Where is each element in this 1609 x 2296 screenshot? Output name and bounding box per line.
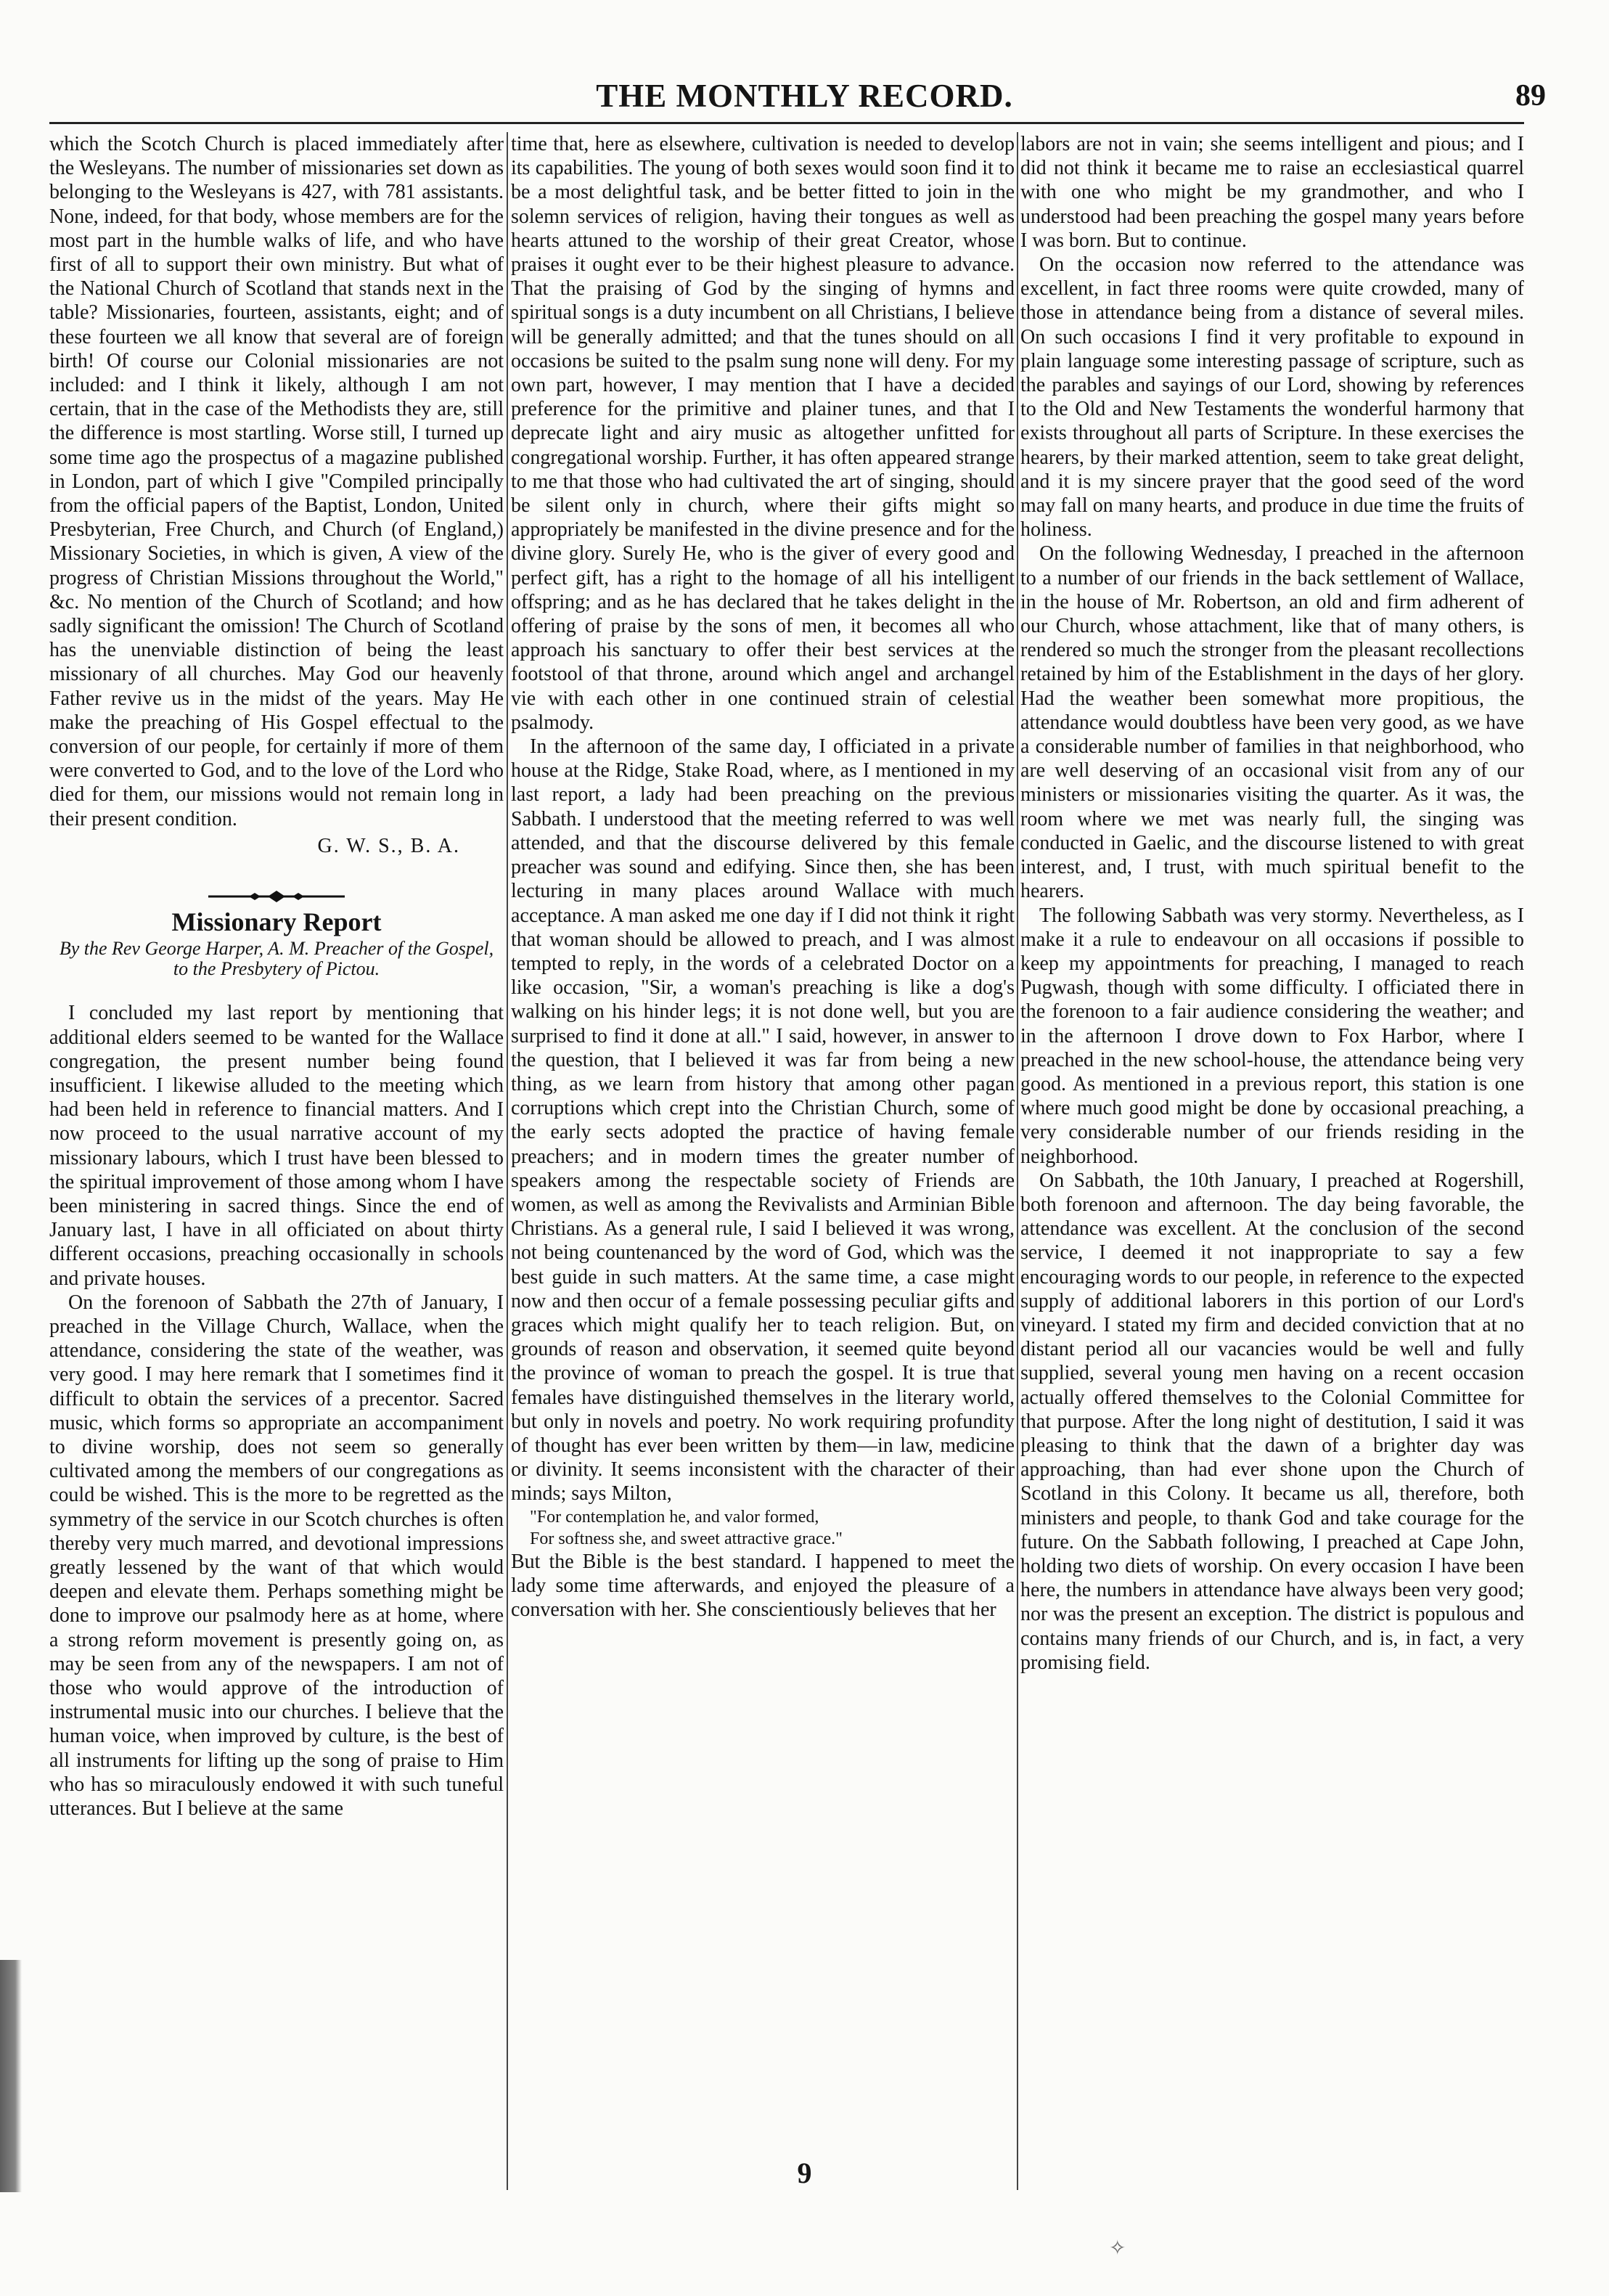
report-paragraph: On Sabbath, the 10th January, I preached at Rogershill, both forenoon and afternoon. The day being favorable, the attendance was excellent. At the conclusion of the second service, I deemed it not inappropriate to say a few encouraging words to our people, in reference to the expected supply of additional laborers in this portion of our Lord's vineyard. I stated my firm and decided conviction that at no distant period all our vacancies would be well and fully supplied, several young men having on a recent occasion actually offered themselves to the Colonial Committee for that purpose. After the long night of destitution, I said it was pleasing to think that the dawn of a brighter day was approaching, than had ever shone upon the Church of Scotland in this Colony. It became us all, therefore, both ministers and people, to thank God and take courage for the future. On the Sabbath following, I preached at Cape John, holding two diets of worship. On every occasion I have been here, the numbers in attendance have always been very good; nor was the present an exception. The district is populous and contains many friends of our Church, and is, in fact, a very promising field. xyxy=(1020,1169,1524,1674)
column-divider-left xyxy=(507,132,508,2190)
report-paragraph: But the Bible is the best standard. I happened to meet the lady some time afterwards, and enjoyed the pleasure of a conversation with her. She conscientiously believes that her xyxy=(511,1550,1015,1621)
report-paragraph: I concluded my last report by mentioning that additional elders seemed to be wanted for the Wallace congregation, the present number being found insufficient. I likewise alluded to the meeting which had been held in reference to financial matters. And I now proceed to the usual narrative account of my missionary labours, which I trust have been blessed to the spiritual improvement of those among whom I have been ministering in sacred things. Since the end of January last, I have in all officiated on about thirty different occasions, preaching occasionally in schools and private houses. xyxy=(49,1002,504,1290)
ornament-divider xyxy=(204,890,349,903)
column-divider-right xyxy=(1017,132,1018,2190)
column-two xyxy=(511,132,1015,2190)
running-header-title: THE MONTHLY RECORD. xyxy=(596,78,1013,114)
header-rule xyxy=(49,122,1524,124)
verse-line: "For contemplation he, and valor formed, xyxy=(530,1507,819,1527)
report-paragraph: In the afternoon of the same day, I officiated in a private house at the Ridge, Stake Road, where, as I mentioned in my last report, a lady had been preaching on the previous Sabbath. I understood that the meeting referred to was well attended, and that the discourse delivered by this female preacher was sound and edifying. Since then, she has been lecturing in many places around Wallace with much acceptance. A man asked me one day if I did not think it right that woman should be allowed to preach, and I was almost tempted to reply, in the words of a celebrated Doctor on a like occasion, "Sir, a woman's preaching is like a dog's walking on his hinder legs; it is not done well, but you are surprised to find it done at all." I said, however, in answer to the question, that I believed it was far from being a new thing, as we learn from history that among other pagan corruptions which crept into the Christian Church, some of the early sects adopted the practice of having female preachers; and in modern times the greater number of speakers among the respectable society of Friends are women, as well as among the Revivalists and Arminian Bible Christians. As a general rule, I said I believed it was wrong, not being countenanced by the word of God, which was the best guide in such matters. At the same time, a case might now and then occur of a female possessing peculiar gifts and graces which might qualify her to teach religion. But, on grounds of reason and observation, it seemed quite beyond the province of woman to preach the gospel. It is true that females have distinguished themselves in the literary world, but only in novels and poetry. No work requiring profundity of thought has ever been written by them—in law, medicine or divinity. It seems inconsistent with the character of their minds; says Milton, xyxy=(511,735,1015,1506)
column-one xyxy=(49,132,504,2190)
report-paragraph: On the forenoon of Sabbath the 27th of January, I preached in the Village Church, Wallace, when the attendance, considering the state of the weather, was very good. I may here remark that I sometimes find it difficult to obtain the services of a precentor. Sacred music, which forms so appropriate an accompaniment to divine worship, does not seem so generally cultivated among the members of our congregations as could be wished. This is the more to be regretted as the symmetry of the service in our Scotch churches is often thereby very much marred, and devotional impressions greatly lessened by the want of that which would deepen and elevate them. Perhaps something might be done to improve our psalmody here as at home, where a strong reform movement is presently going on, as may be seen from any of the newspapers. I am not of those who would approve of the introduction of instrumental music into our churches. I believe that the human voice, when improved by culture, is the best of all instruments for lifting up the song of praise to Him who has so miraculously endowed it with such tuneful utterances. But I believe at the same xyxy=(49,1291,504,1820)
printer-signature-mark: 9 xyxy=(797,2157,812,2189)
report-paragraph: labors are not in vain; she seems intelligent and pious; and I did not think it became me to raise an ecclesiastical quarrel with one who might be my grandmother, and who I understood had been preaching the gospel many years before I was born. But to continue. xyxy=(1020,133,1524,252)
page-number: 89 xyxy=(1515,79,1546,113)
article-paragraph: which the Scotch Church is placed immediately after the Wesleyans. The number of missionaries set down as belonging to the Wesleyans is 427, with 781 assistants. None, indeed, for that body, whose members are for the most part in the humble walks of life, and who have first of all to support their own ministry. But what of the National Church of Scotland that stands next in the table? Missionaries, fourteen, assistants, eight; and of these fourteen we all know that several are of foreign birth! Of course our Colonial missionaries are not included: and I think it likely, although I am not certain, that in the case of the Methodists they are, still the difference is most startling. Worse still, I turned up some time ago the prospectus of a magazine published in London, part of which I give "Compiled principally from the official papers of the Baptist, London, United Presbyterian, Free Church, and Church (of England,) Missionary Societies, in which is given, A view of the progress of Christian Missions throughout the World," &c. No mention of the Church of Scotland; and how sadly significant the omission! The Church of Scotland has the unenviable distinction of being the least missionary of all churches. May God our heavenly Father revive us in the midst of the years. May He make the preaching of His Gospel effectual to the conversion of our people, for certainly if more of them were converted to God, and to the love of the Lord who died for them, our missions would not remain long in their present condition. xyxy=(49,133,504,830)
verse-line: For softness she, and sweet attractive grace." xyxy=(530,1529,843,1548)
stray-mark: ✧ xyxy=(1109,2237,1126,2260)
report-paragraph: The following Sabbath was very stormy. Nevertheless, as I make it a rule to endeavour on all occasions if possible to keep my appointments for preaching, I managed to reach Pugwash, though with some difficulty. I officiated there in the forenoon to a fair audience considering the weather; and in the afternoon I drove down to Fox Harbor, where I preached in the new school-house, the attendance being very good. As mentioned in a previous report, this station is one where much good might be done by occasional preaching, a very considerable number of our friends residing in the neighborhood. xyxy=(1020,904,1524,1168)
section-heading: Missionary Report xyxy=(171,907,382,937)
binding-shadow xyxy=(0,1960,22,2192)
column-three xyxy=(1020,132,1524,2190)
article-signature: G. W. S., B. A. xyxy=(317,834,460,857)
report-paragraph: time that, here as elsewhere, cultivation is needed to develop its capabilities. The young of both sexes would soon find it to be a most delightful task, and be better fitted to join in the solemn services of religion, having their tongues as well as hearts attuned to the worship of their great Creator, whose praises it ought ever to be their highest pleasure to advance. That the praising of God by the singing of hymns and spiritual songs is a duty incumbent on all Christians, I believe will be generally admitted; and that the tunes should on all occasions be suited to the psalm sung none will deny. For my own part, however, I may mention that I have a decided preference for the primitive and plainer tunes, and that I deprecate light and airy music as altogether unfitted for congregational worship. Further, it has often appeared strange to me that those who had cultivated the art of singing, should be silent only in church, where their gifts might so appropriately be manifested in the divine presence and for the divine glory. Surely He, who is the giver of every good and perfect gift, has a right to the homage of all his intelligent offspring; and as he has declared that he takes delight in the offering of praise by the sons of men, it becomes all who approach his sanctuary to offer their best services at the footstool of that throne, around which angel and archangel vie with each other in one continued strain of celestial psalmody. xyxy=(511,133,1015,734)
report-paragraph: On the following Wednesday, I preached in the afternoon to a number of our friends in the back settlement of Wallace, in the house of Mr. Robertson, an old and firm adherent of our Church, whose attachment, like that of many others, is rendered so much the stronger from the pleasant recollections retained by him of the Establishment in the days of her glory. Had the weather been somewhat more propitious, the attendance would doubtless have been very good, as we have a considerable number of families in that neighborhood, who are well deserving of an occasional visit from any of our ministers or missionaries visiting the quarter. As it was, the room where we met was nearly full, the singing was conducted in Gaelic, and the discourse listened to with great interest, and, I trust, with much spiritual benefit to the hearers. xyxy=(1020,542,1524,903)
report-paragraph: On the occasion now referred to the attendance was excellent, in fact three rooms were quite crowded, many of those in attendance being from a distance of several miles. On such occasions I find it very profitable to expound in plain language some interesting passage of scripture, such as the parables and sayings of our Lord, showing by references to the Old and New Testaments the wonderful harmony that exists throughout all parts of Scripture. In these exercises the hearers, by their marked attention, seem to take great delight, and it is my sincere prayer that the good seed of the word may fall on many hearts, and produce in due time the fruits of holiness. xyxy=(1020,253,1524,542)
section-byline: By the Rev George Harper, A. M. Preacher of the Gospel, to the Presbytery of Pictou. xyxy=(59,938,494,980)
